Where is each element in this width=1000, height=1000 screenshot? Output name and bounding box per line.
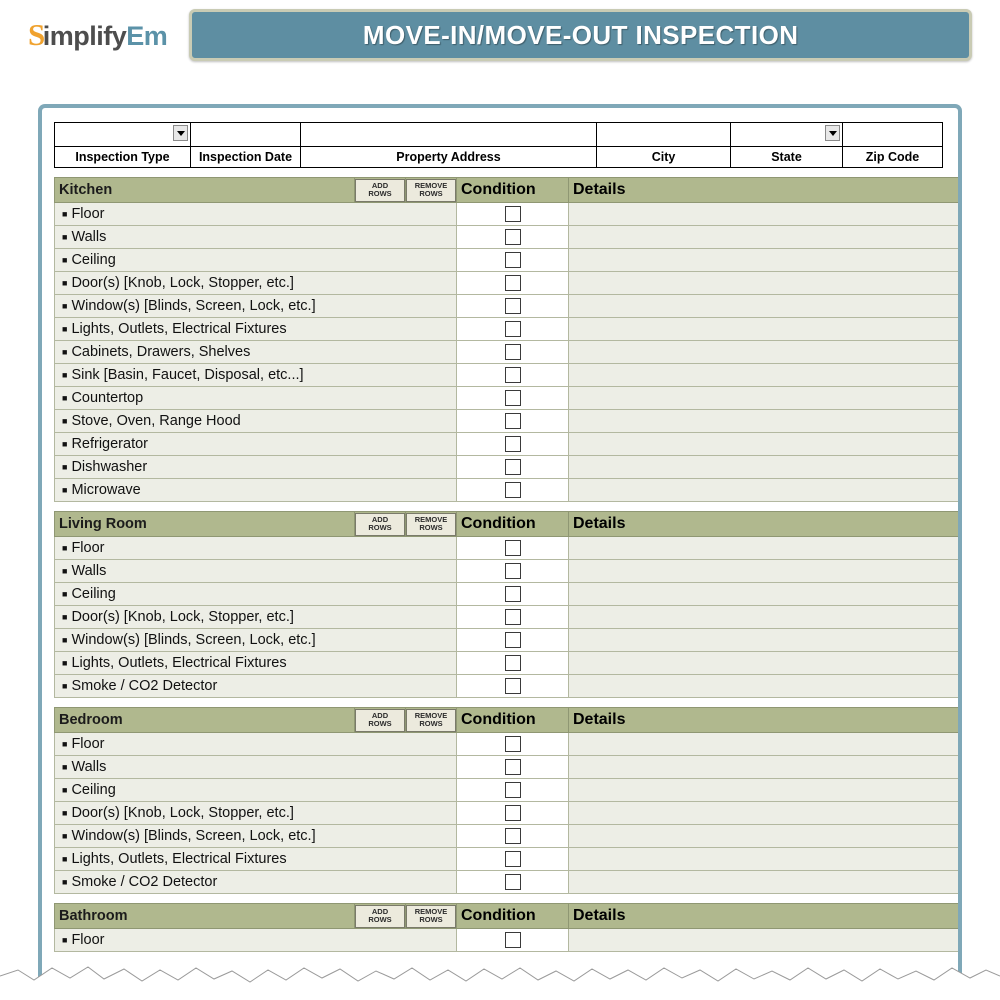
details-cell[interactable] — [569, 583, 963, 606]
remove-rows-button[interactable] — [406, 513, 456, 536]
bullet-icon: ■ — [62, 462, 68, 473]
add-rows-label-1: ADD — [371, 710, 389, 720]
info-label-row — [55, 147, 943, 168]
item-label-cell — [55, 779, 457, 802]
item-label: Walls — [71, 229, 107, 245]
item-label-cell — [55, 537, 457, 560]
bullet-icon: ■ — [62, 935, 68, 946]
simplifyem-logo — [28, 17, 167, 53]
condition-checkbox[interactable] — [505, 586, 521, 602]
details-cell[interactable] — [569, 929, 963, 952]
condition-cell[interactable] — [457, 226, 569, 249]
condition-checkbox[interactable] — [505, 828, 521, 844]
inspection-row — [55, 410, 963, 433]
bullet-icon: ■ — [62, 566, 68, 577]
remove-rows-label-1: REMOVE — [414, 180, 448, 190]
remove-rows-cell[interactable] — [406, 512, 457, 537]
item-label-cell — [55, 226, 457, 249]
bullet-icon: ■ — [62, 658, 68, 669]
item-label: Stove, Oven, Range Hood — [71, 413, 241, 429]
condition-cell[interactable] — [457, 606, 569, 629]
item-label: Sink [Basin, Faucet, Disposal, etc...] — [71, 367, 304, 383]
inspection-row — [55, 295, 963, 318]
add-rows-label-2: ROWS — [368, 189, 392, 198]
details-cell[interactable] — [569, 675, 963, 698]
remove-rows-label-2: ROWS — [419, 523, 443, 532]
condition-checkbox[interactable] — [505, 367, 521, 383]
condition-cell[interactable] — [457, 341, 569, 364]
add-rows-button[interactable] — [355, 179, 405, 202]
inspection-row — [55, 779, 963, 802]
item-label-cell — [55, 295, 457, 318]
item-label: Walls — [71, 759, 107, 775]
condition-cell[interactable] — [457, 249, 569, 272]
item-label-cell — [55, 606, 457, 629]
add-rows-label-2: ROWS — [368, 719, 392, 728]
condition-checkbox[interactable] — [505, 759, 521, 775]
details-cell[interactable] — [569, 779, 963, 802]
add-rows-label-2: ROWS — [368, 915, 392, 924]
remove-rows-button[interactable] — [406, 179, 456, 202]
inspection-row — [55, 825, 963, 848]
item-label: Floor — [71, 932, 105, 948]
item-label-cell — [55, 733, 457, 756]
zip-code-input[interactable] — [846, 125, 939, 145]
item-label-cell — [55, 583, 457, 606]
condition-checkbox[interactable] — [505, 390, 521, 406]
inspection-row — [55, 433, 963, 456]
condition-checkbox[interactable] — [505, 851, 521, 867]
item-label: Ceiling — [71, 586, 116, 602]
section-living-room — [54, 511, 946, 698]
item-label-cell — [55, 675, 457, 698]
section-header-row — [55, 904, 963, 929]
condition-cell[interactable] — [457, 802, 569, 825]
condition-cell[interactable] — [457, 295, 569, 318]
details-cell[interactable] — [569, 341, 963, 364]
item-label: Window(s) [Blinds, Screen, Lock, etc.] — [71, 828, 316, 844]
bullet-icon: ■ — [62, 439, 68, 450]
condition-cell[interactable] — [457, 929, 569, 952]
section-bathroom — [54, 903, 946, 952]
details-cell[interactable] — [569, 629, 963, 652]
condition-cell[interactable] — [457, 756, 569, 779]
bullet-icon: ■ — [62, 255, 68, 266]
details-cell[interactable] — [569, 410, 963, 433]
item-label-cell — [55, 433, 457, 456]
condition-cell[interactable] — [457, 871, 569, 894]
item-label-cell — [55, 249, 457, 272]
item-label-cell — [55, 756, 457, 779]
condition-checkbox[interactable] — [505, 632, 521, 648]
bullet-icon: ■ — [62, 278, 68, 289]
state-input[interactable] — [734, 125, 839, 145]
section-title: Living Room — [55, 512, 355, 537]
item-label-cell — [55, 848, 457, 871]
inspection-sections — [54, 177, 946, 952]
remove-rows-label-2: ROWS — [419, 719, 443, 728]
chevron-down-icon[interactable] — [173, 125, 188, 141]
condition-cell[interactable] — [457, 433, 569, 456]
section-title: Kitchen — [55, 178, 355, 203]
details-cell[interactable] — [569, 825, 963, 848]
inspection-row — [55, 733, 963, 756]
condition-checkbox[interactable] — [505, 609, 521, 625]
section-header-row — [55, 178, 963, 203]
section-bedroom — [54, 707, 946, 894]
section-header-row — [55, 708, 963, 733]
bullet-icon: ■ — [62, 301, 68, 312]
condition-cell[interactable] — [457, 675, 569, 698]
item-label: Floor — [71, 206, 105, 222]
bullet-icon: ■ — [62, 324, 68, 335]
condition-checkbox[interactable] — [505, 344, 521, 360]
bullet-icon: ■ — [62, 785, 68, 796]
label-state: State — [731, 147, 843, 168]
details-cell[interactable] — [569, 456, 963, 479]
add-rows-label-1: ADD — [371, 906, 389, 916]
property-info-table — [54, 122, 943, 168]
condition-checkbox[interactable] — [505, 321, 521, 337]
item-label: Floor — [71, 540, 105, 556]
condition-cell[interactable] — [457, 364, 569, 387]
item-label: Microwave — [71, 482, 141, 498]
condition-cell[interactable] — [457, 825, 569, 848]
state-cell[interactable] — [731, 123, 843, 147]
item-label-cell — [55, 341, 457, 364]
bullet-icon: ■ — [62, 635, 68, 646]
item-label: Door(s) [Knob, Lock, Stopper, etc.] — [71, 805, 294, 821]
remove-rows-label-1: REMOVE — [414, 710, 448, 720]
section-title: Bedroom — [55, 708, 355, 733]
inspection-row — [55, 537, 963, 560]
item-label-cell — [55, 410, 457, 433]
inspection-row — [55, 249, 963, 272]
details-cell[interactable] — [569, 433, 963, 456]
inspection-row — [55, 871, 963, 894]
inspection-row — [55, 364, 963, 387]
section-kitchen — [54, 177, 946, 502]
item-label-cell — [55, 825, 457, 848]
item-label: Lights, Outlets, Electrical Fixtures — [71, 655, 287, 671]
details-cell[interactable] — [569, 560, 963, 583]
details-cell[interactable] — [569, 249, 963, 272]
details-cell[interactable] — [569, 802, 963, 825]
details-cell[interactable] — [569, 871, 963, 894]
details-cell[interactable] — [569, 272, 963, 295]
item-label: Cabinets, Drawers, Shelves — [71, 344, 251, 360]
condition-cell[interactable] — [457, 733, 569, 756]
bullet-icon: ■ — [62, 232, 68, 243]
section-title: Bathroom — [55, 904, 355, 929]
item-label: Smoke / CO2 Detector — [71, 678, 218, 694]
add-rows-cell[interactable] — [355, 904, 406, 929]
remove-rows-label-2: ROWS — [419, 915, 443, 924]
inspection-row — [55, 802, 963, 825]
info-input-row — [55, 123, 943, 147]
add-rows-label-2: ROWS — [368, 523, 392, 532]
details-cell[interactable] — [569, 387, 963, 410]
item-label: Dishwasher — [71, 459, 148, 475]
condition-checkbox[interactable] — [505, 678, 521, 694]
condition-checkbox[interactable] — [505, 413, 521, 429]
details-column-header: Details — [569, 708, 963, 733]
logo-em-text: Em — [126, 21, 168, 51]
label-inspection-type: Inspection Type — [55, 147, 191, 168]
bullet-icon: ■ — [62, 543, 68, 554]
city-cell[interactable] — [597, 123, 731, 147]
condition-cell[interactable] — [457, 203, 569, 226]
details-cell[interactable] — [569, 203, 963, 226]
condition-cell[interactable] — [457, 629, 569, 652]
details-cell[interactable] — [569, 756, 963, 779]
bullet-icon: ■ — [62, 370, 68, 381]
condition-checkbox[interactable] — [505, 805, 521, 821]
page-title: MOVE-IN/MOVE-OUT INSPECTION — [362, 19, 799, 50]
inspection-type-cell[interactable] — [55, 123, 191, 147]
zip-code-cell[interactable] — [843, 123, 943, 147]
inspection-row — [55, 341, 963, 364]
city-input[interactable] — [600, 125, 727, 145]
condition-checkbox[interactable] — [505, 252, 521, 268]
details-column-header: Details — [569, 904, 963, 929]
item-label: Ceiling — [71, 252, 116, 268]
details-cell[interactable] — [569, 606, 963, 629]
details-cell[interactable] — [569, 733, 963, 756]
item-label: Refrigerator — [71, 436, 148, 452]
item-label: Ceiling — [71, 782, 116, 798]
item-label: Walls — [71, 563, 107, 579]
bullet-icon: ■ — [62, 485, 68, 496]
item-label: Window(s) [Blinds, Screen, Lock, etc.] — [71, 632, 316, 648]
bullet-icon: ■ — [62, 393, 68, 404]
bullet-icon: ■ — [62, 416, 68, 427]
details-cell[interactable] — [569, 537, 963, 560]
label-inspection-date: Inspection Date — [191, 147, 301, 168]
section-header-row — [55, 512, 963, 537]
condition-checkbox[interactable] — [505, 482, 521, 498]
condition-checkbox[interactable] — [505, 206, 521, 222]
item-label: Smoke / CO2 Detector — [71, 874, 218, 890]
item-label-cell — [55, 203, 457, 226]
item-label-cell — [55, 629, 457, 652]
inspection-row — [55, 226, 963, 249]
condition-checkbox[interactable] — [505, 229, 521, 245]
inspection-row — [55, 606, 963, 629]
inspection-row — [55, 203, 963, 226]
inspection-row — [55, 272, 963, 295]
condition-cell[interactable] — [457, 779, 569, 802]
bullet-icon: ■ — [62, 877, 68, 888]
details-cell[interactable] — [569, 318, 963, 341]
form-frame — [38, 104, 962, 984]
remove-rows-cell[interactable] — [406, 708, 457, 733]
item-label-cell — [55, 652, 457, 675]
remove-rows-label-1: REMOVE — [414, 514, 448, 524]
details-cell[interactable] — [569, 848, 963, 871]
condition-column-header: Condition — [457, 512, 569, 537]
condition-checkbox[interactable] — [505, 275, 521, 291]
item-label-cell — [55, 560, 457, 583]
property-address-input[interactable] — [304, 125, 593, 145]
inspection-date-input[interactable] — [194, 125, 297, 145]
item-label-cell — [55, 871, 457, 894]
title-banner — [189, 9, 972, 61]
remove-rows-cell[interactable] — [406, 178, 457, 203]
inspection-row — [55, 479, 963, 502]
label-zip-code: Zip Code — [843, 147, 943, 168]
details-column-header: Details — [569, 178, 963, 203]
condition-column-header: Condition — [457, 178, 569, 203]
item-label-cell — [55, 456, 457, 479]
bullet-icon: ■ — [62, 762, 68, 773]
item-label: Window(s) [Blinds, Screen, Lock, etc.] — [71, 298, 316, 314]
details-cell[interactable] — [569, 652, 963, 675]
condition-checkbox[interactable] — [505, 782, 521, 798]
condition-checkbox[interactable] — [505, 932, 521, 948]
condition-column-header: Condition — [457, 708, 569, 733]
item-label: Lights, Outlets, Electrical Fixtures — [71, 851, 287, 867]
bullet-icon: ■ — [62, 808, 68, 819]
property-address-cell[interactable] — [301, 123, 597, 147]
item-label: Door(s) [Knob, Lock, Stopper, etc.] — [71, 609, 294, 625]
remove-rows-button[interactable] — [406, 709, 456, 732]
inspection-row — [55, 318, 963, 341]
condition-checkbox[interactable] — [505, 736, 521, 752]
details-column-header: Details — [569, 512, 963, 537]
remove-rows-cell[interactable] — [406, 904, 457, 929]
item-label-cell — [55, 318, 457, 341]
item-label-cell — [55, 802, 457, 825]
details-cell[interactable] — [569, 295, 963, 318]
chevron-down-icon[interactable] — [825, 125, 840, 141]
item-label: Floor — [71, 736, 105, 752]
bullet-icon: ■ — [62, 209, 68, 220]
inspection-row — [55, 456, 963, 479]
bullet-icon: ■ — [62, 612, 68, 623]
inspection-row — [55, 929, 963, 952]
condition-cell[interactable] — [457, 479, 569, 502]
details-cell[interactable] — [569, 479, 963, 502]
condition-checkbox[interactable] — [505, 459, 521, 475]
condition-cell[interactable] — [457, 410, 569, 433]
remove-rows-label-1: REMOVE — [414, 906, 448, 916]
condition-checkbox[interactable] — [505, 655, 521, 671]
condition-checkbox[interactable] — [505, 298, 521, 314]
bullet-icon: ■ — [62, 831, 68, 842]
page-header — [0, 0, 1000, 62]
remove-rows-button[interactable] — [406, 905, 456, 928]
item-label: Door(s) [Knob, Lock, Stopper, etc.] — [71, 275, 294, 291]
bullet-icon: ■ — [62, 854, 68, 865]
add-rows-cell[interactable] — [355, 178, 406, 203]
inspection-row — [55, 756, 963, 779]
add-rows-label-1: ADD — [371, 180, 389, 190]
item-label: Countertop — [71, 390, 144, 406]
condition-cell[interactable] — [457, 537, 569, 560]
condition-cell[interactable] — [457, 652, 569, 675]
label-property-address: Property Address — [301, 147, 597, 168]
remove-rows-label-2: ROWS — [419, 189, 443, 198]
condition-cell[interactable] — [457, 456, 569, 479]
inspection-row — [55, 387, 963, 410]
item-label-cell — [55, 272, 457, 295]
inspection-row — [55, 652, 963, 675]
condition-cell[interactable] — [457, 560, 569, 583]
bullet-icon: ■ — [62, 739, 68, 750]
condition-cell[interactable] — [457, 848, 569, 871]
bullet-icon: ■ — [62, 589, 68, 600]
condition-cell[interactable] — [457, 387, 569, 410]
add-rows-button[interactable] — [355, 709, 405, 732]
add-rows-button[interactable] — [355, 905, 405, 928]
item-label-cell — [55, 387, 457, 410]
item-label-cell — [55, 929, 457, 952]
bullet-icon: ■ — [62, 681, 68, 692]
inspection-row — [55, 675, 963, 698]
inspection-row — [55, 629, 963, 652]
condition-checkbox[interactable] — [505, 540, 521, 556]
details-cell[interactable] — [569, 364, 963, 387]
add-rows-cell[interactable] — [355, 708, 406, 733]
label-city: City — [597, 147, 731, 168]
item-label-cell — [55, 364, 457, 387]
condition-checkbox[interactable] — [505, 563, 521, 579]
details-cell[interactable] — [569, 226, 963, 249]
condition-cell[interactable] — [457, 272, 569, 295]
condition-checkbox[interactable] — [505, 436, 521, 452]
condition-cell[interactable] — [457, 318, 569, 341]
inspection-type-input[interactable] — [58, 125, 187, 145]
item-label-cell — [55, 479, 457, 502]
logo-simplify-text: implify — [42, 21, 127, 51]
condition-checkbox[interactable] — [505, 874, 521, 890]
bullet-icon: ■ — [62, 347, 68, 358]
add-rows-button[interactable] — [355, 513, 405, 536]
inspection-row — [55, 560, 963, 583]
add-rows-cell[interactable] — [355, 512, 406, 537]
add-rows-label-1: ADD — [371, 514, 389, 524]
logo-s-mark: S — [28, 17, 45, 52]
condition-column-header: Condition — [457, 904, 569, 929]
condition-cell[interactable] — [457, 583, 569, 606]
item-label: Lights, Outlets, Electrical Fixtures — [71, 321, 287, 337]
inspection-row — [55, 583, 963, 606]
inspection-row — [55, 848, 963, 871]
inspection-date-cell[interactable] — [191, 123, 301, 147]
